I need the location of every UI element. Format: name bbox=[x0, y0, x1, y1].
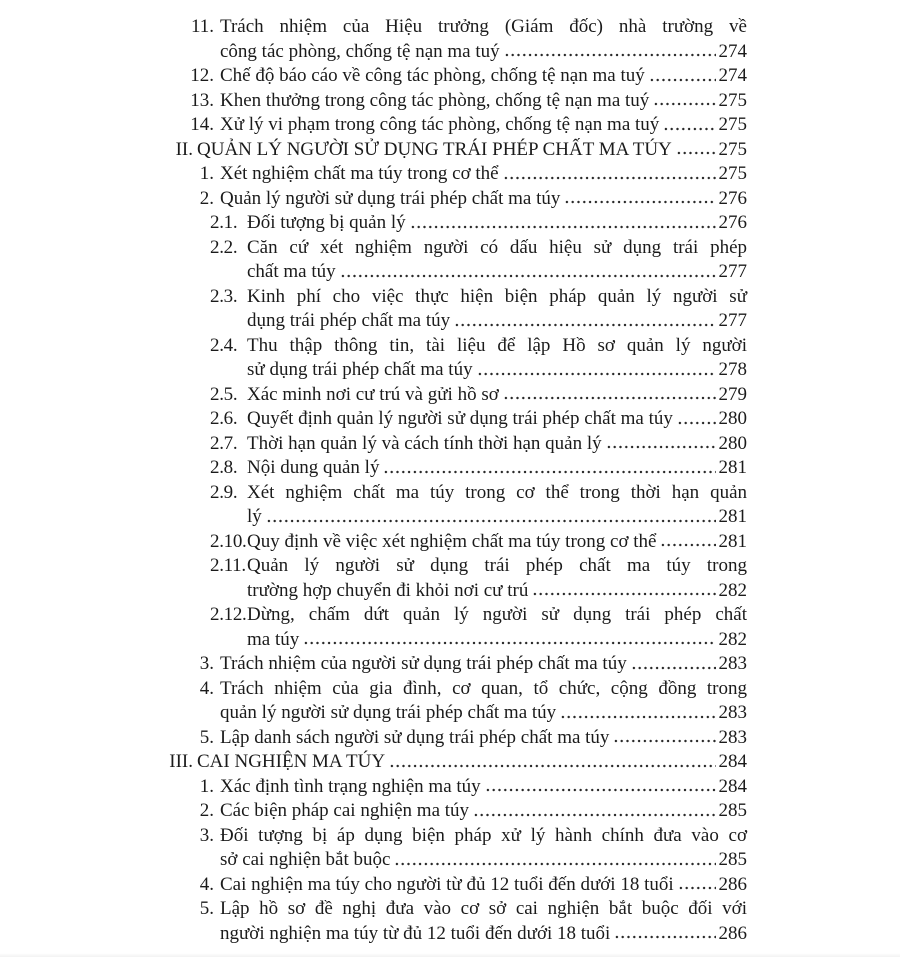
entry-number: 2.7. bbox=[210, 432, 238, 454]
toc-entry bbox=[160, 873, 747, 898]
dot-leader bbox=[660, 530, 715, 555]
entry-text: Xác minh nơi cư trú và gửi hồ sơ bbox=[247, 383, 499, 405]
page-number: 275 bbox=[718, 138, 747, 160]
dot-leader bbox=[485, 775, 716, 800]
entry-number: 2.11. bbox=[210, 555, 246, 576]
page-number: 279 bbox=[718, 383, 747, 405]
entry-last-line bbox=[247, 505, 747, 530]
entry-number: 4. bbox=[199, 677, 214, 699]
dot-leader bbox=[340, 260, 716, 285]
entry-text-line: Căn cứ xét nghiệm người có dấu hiệu sử dụng trái phép bbox=[247, 236, 747, 258]
entry-last-line bbox=[220, 775, 747, 800]
entry-text: Xác định tình trạng nghiện ma túy bbox=[220, 775, 481, 797]
entry-text-line: Xét nghiệm chất ma túy trong cơ thể trong thời hạn quản bbox=[247, 481, 747, 503]
entry-text: ma túy bbox=[247, 628, 300, 650]
dot-leader bbox=[614, 922, 715, 947]
page-number: 276 bbox=[718, 212, 747, 233]
toc-entry bbox=[160, 187, 747, 212]
entry-number: 5. bbox=[199, 726, 214, 748]
page-number: 283 bbox=[718, 653, 747, 674]
dot-leader bbox=[389, 750, 715, 775]
entry-text-line: Dừng, chấm dứt quản lý người sử dụng trái phép chất bbox=[247, 604, 747, 625]
page-number: 284 bbox=[718, 751, 747, 772]
entry-text: chất ma túy bbox=[247, 261, 336, 282]
toc-entry bbox=[160, 456, 747, 481]
entry-number: 2.10. bbox=[210, 530, 247, 552]
dot-leader bbox=[678, 873, 716, 898]
entry-text: Xét nghiệm chất ma túy trong cơ thể bbox=[220, 163, 499, 184]
dot-leader bbox=[653, 89, 715, 114]
toc-entry bbox=[160, 677, 747, 726]
entry-text-line: Lập hồ sơ đề nghị đưa vào cơ sở cai nghiện bắt buộc đối với bbox=[220, 898, 747, 919]
entry-last-line bbox=[220, 113, 747, 138]
entry-text: trường hợp chuyển đi khỏi nơi cư trú bbox=[247, 579, 529, 601]
page-number: 285 bbox=[718, 800, 747, 821]
dot-leader bbox=[454, 309, 715, 334]
entry-number: 2.9. bbox=[210, 481, 238, 503]
page-number: 282 bbox=[718, 579, 747, 601]
page-number: 285 bbox=[718, 849, 747, 870]
dot-leader bbox=[503, 383, 716, 408]
toc-entry bbox=[160, 775, 747, 800]
toc-entry bbox=[160, 15, 747, 64]
entry-text: Thời hạn quản lý và cách tính thời hạn quản lý bbox=[247, 432, 602, 454]
entry-last-line bbox=[220, 162, 747, 187]
page-number: 281 bbox=[718, 457, 747, 478]
entry-text: Lập danh sách người sử dụng trái phép chất ma túy bbox=[220, 726, 610, 748]
page-number: 283 bbox=[718, 726, 747, 748]
page-bottom-shadow bbox=[0, 953, 900, 957]
entry-text-line: Trách nhiệm của gia đình, cơ quan, tổ chức, cộng đồng trong bbox=[220, 677, 747, 699]
dot-leader bbox=[631, 652, 716, 677]
entry-last-line bbox=[247, 358, 747, 383]
entry-last-line bbox=[220, 799, 747, 824]
toc-entry bbox=[160, 211, 747, 236]
toc-entry bbox=[160, 824, 747, 873]
toc-entry bbox=[160, 481, 747, 530]
entry-number: 1. bbox=[199, 163, 214, 184]
entry-last-line bbox=[247, 432, 747, 457]
entry-text: QUẢN LÝ NGƯỜI SỬ DỤNG TRÁI PHÉP CHẤT MA TÚY bbox=[197, 138, 672, 160]
page-number: 286 bbox=[718, 922, 747, 944]
dot-leader bbox=[503, 162, 716, 187]
toc-entry bbox=[160, 432, 747, 457]
entry-last-line bbox=[247, 260, 747, 285]
entry-number: 12. bbox=[190, 65, 214, 86]
entry-text-line: Thu thập thông tin, tài liệu để lập Hồ sơ quản lý người bbox=[247, 334, 747, 356]
entry-number: 2.6. bbox=[210, 408, 238, 429]
table-of-contents bbox=[160, 0, 747, 946]
entry-last-line bbox=[247, 628, 747, 653]
page-number: 277 bbox=[718, 310, 747, 331]
entry-text: Các biện pháp cai nghiện ma túy bbox=[220, 800, 470, 821]
entry-last-line bbox=[220, 40, 747, 65]
entry-number: 13. bbox=[190, 89, 214, 111]
entry-text-line: Trách nhiệm của Hiệu trưởng (Giám đốc) nhà trường về bbox=[220, 16, 747, 37]
entry-number: 2. bbox=[199, 187, 214, 209]
entry-number: 3. bbox=[199, 824, 214, 846]
page-number: 277 bbox=[718, 261, 747, 282]
entry-text: Xử lý vi phạm trong công tác phòng, chống tệ nạn ma tuý bbox=[220, 114, 660, 135]
page-number: 283 bbox=[718, 702, 747, 723]
entry-last-line bbox=[247, 383, 747, 408]
dot-leader bbox=[677, 407, 716, 432]
entry-last-line bbox=[220, 848, 747, 873]
entry-number: 11. bbox=[190, 16, 214, 37]
toc-entry bbox=[160, 530, 747, 555]
dot-leader bbox=[613, 726, 715, 751]
page-number: 282 bbox=[718, 628, 747, 650]
entry-last-line bbox=[247, 211, 747, 236]
page-number: 281 bbox=[718, 530, 747, 552]
toc-entry bbox=[160, 162, 747, 187]
page-number: 280 bbox=[718, 408, 747, 429]
entry-number: 2.12. bbox=[210, 604, 247, 625]
toc-entry bbox=[160, 64, 747, 89]
entry-text: Quy định về việc xét nghiệm chất ma túy trong cơ thể bbox=[247, 530, 657, 552]
dot-leader bbox=[473, 799, 715, 824]
entry-last-line bbox=[220, 701, 747, 726]
toc-entry bbox=[160, 285, 747, 334]
entry-last-line bbox=[220, 922, 747, 947]
entry-text: sử dụng trái phép chất ma túy bbox=[247, 359, 473, 380]
entry-text: Quyết định quản lý người sử dụng trái phép chất ma túy bbox=[247, 408, 673, 429]
entry-number: 1. bbox=[199, 775, 214, 797]
entry-number: 3. bbox=[199, 653, 214, 674]
page-number: 280 bbox=[718, 432, 747, 454]
entry-text: Trách nhiệm của người sử dụng trái phép chất ma túy bbox=[220, 653, 627, 674]
dot-leader bbox=[410, 211, 716, 236]
page-number: 278 bbox=[718, 359, 747, 380]
toc-entry bbox=[160, 89, 747, 114]
entry-text: công tác phòng, chống tệ nạn ma tuý bbox=[220, 40, 500, 62]
page-number: 286 bbox=[718, 873, 747, 895]
entry-text: Đối tượng bị quản lý bbox=[247, 212, 406, 233]
entry-number: 5. bbox=[199, 898, 214, 919]
entry-last-line bbox=[247, 309, 747, 334]
dot-leader bbox=[560, 701, 715, 726]
page-number: 274 bbox=[718, 65, 747, 86]
dot-leader bbox=[303, 628, 715, 653]
toc-entry bbox=[160, 383, 747, 408]
dot-leader bbox=[532, 579, 715, 604]
entry-number: 2. bbox=[199, 800, 214, 821]
entry-last-line bbox=[220, 89, 747, 114]
entry-number: 4. bbox=[199, 873, 214, 895]
dot-leader bbox=[394, 848, 715, 873]
entry-text-line: Quản lý người sử dụng trái phép chất ma túy trong bbox=[247, 555, 747, 576]
entry-text-line: Kinh phí cho việc thực hiện biện pháp quản lý người sử bbox=[247, 285, 747, 307]
dot-leader bbox=[477, 358, 716, 383]
toc-entry bbox=[160, 334, 747, 383]
entry-last-line bbox=[220, 64, 747, 89]
page-number: 275 bbox=[718, 89, 747, 111]
entry-number: II. bbox=[175, 138, 193, 160]
entry-last-line bbox=[220, 652, 747, 677]
entry-last-line bbox=[220, 187, 747, 212]
toc-entry bbox=[160, 138, 747, 163]
entry-text: CAI NGHIỆN MA TÚY bbox=[197, 751, 386, 772]
entry-number: 2.8. bbox=[210, 457, 238, 478]
entry-text: quản lý người sử dụng trái phép chất ma túy bbox=[220, 702, 557, 723]
dot-leader bbox=[676, 138, 716, 163]
entry-text: dụng trái phép chất ma túy bbox=[247, 310, 451, 331]
toc-entry bbox=[160, 750, 747, 775]
toc-entry bbox=[160, 897, 747, 946]
entry-number: 2.1. bbox=[210, 212, 238, 233]
entry-text: Khen thưởng trong công tác phòng, chống tệ nạn ma tuý bbox=[220, 89, 650, 111]
entry-last-line bbox=[247, 579, 747, 604]
page-number: 276 bbox=[718, 187, 747, 209]
entry-number: 2.5. bbox=[210, 383, 238, 405]
entry-text: sở cai nghiện bắt buộc bbox=[220, 849, 391, 870]
entry-last-line bbox=[247, 530, 747, 555]
entry-text: Chế độ báo cáo về công tác phòng, chống tệ nạn ma tuý bbox=[220, 65, 645, 86]
dot-leader bbox=[606, 432, 716, 457]
entry-last-line bbox=[220, 873, 747, 898]
entry-number: 2.4. bbox=[210, 334, 238, 356]
entry-text: Quản lý người sử dụng trái phép chất ma túy bbox=[220, 187, 561, 209]
entry-text: Nội dung quản lý bbox=[247, 457, 380, 478]
dot-leader bbox=[649, 64, 716, 89]
toc-entry bbox=[160, 236, 747, 285]
entry-number: 2.3. bbox=[210, 285, 238, 307]
entry-last-line bbox=[197, 750, 747, 775]
page-number: 274 bbox=[718, 40, 747, 62]
toc-entry bbox=[160, 652, 747, 677]
toc-entry bbox=[160, 799, 747, 824]
page-number: 275 bbox=[718, 114, 747, 135]
page-number: 284 bbox=[718, 775, 747, 797]
entry-text-line: Đối tượng bị áp dụng biện pháp xử lý hành chính đưa vào cơ bbox=[220, 824, 747, 846]
entry-number: 2.2. bbox=[210, 236, 238, 258]
entry-last-line bbox=[247, 456, 747, 481]
entry-text: Cai nghiện ma túy cho người từ đủ 12 tuổi đến dưới 18 tuổi bbox=[220, 873, 674, 895]
toc-entry bbox=[160, 407, 747, 432]
dot-leader bbox=[663, 113, 715, 138]
toc-entry bbox=[160, 726, 747, 751]
toc-entry bbox=[160, 113, 747, 138]
entry-text: người nghiện ma túy từ đủ 12 tuổi đến dưới 18 tuổi bbox=[220, 922, 611, 944]
dot-leader bbox=[266, 505, 716, 530]
entry-last-line bbox=[247, 407, 747, 432]
entry-text: lý bbox=[247, 506, 262, 527]
entry-number: III. bbox=[169, 751, 193, 772]
entry-last-line bbox=[220, 726, 747, 751]
entry-number: 14. bbox=[190, 114, 214, 135]
toc-entry bbox=[160, 603, 747, 652]
dot-leader bbox=[504, 40, 716, 65]
dot-leader bbox=[564, 187, 715, 212]
entry-last-line bbox=[197, 138, 747, 163]
page-number: 275 bbox=[718, 163, 747, 184]
dot-leader bbox=[383, 456, 715, 481]
toc-entry bbox=[160, 554, 747, 603]
page-number: 281 bbox=[718, 506, 747, 527]
